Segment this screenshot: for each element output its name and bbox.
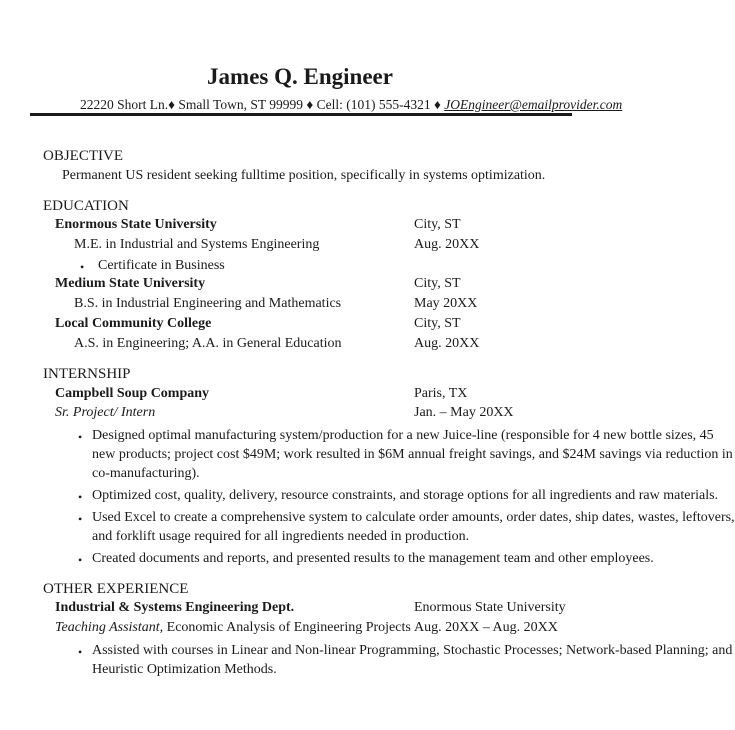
- other-experience-heading: OTHER EXPERIENCE: [43, 581, 189, 597]
- school-date: Aug. 20XX: [414, 237, 480, 252]
- job-role: Teaching Assistant,: [55, 620, 164, 635]
- contact-address: 22220 Short Ln.♦ Small Town, ST 99999 ♦ Cell: (101) 555-4321 ♦: [80, 97, 441, 112]
- bullet-line: Created documents and reports, and presented results to the management team and other employees.: [92, 551, 654, 566]
- school-name: Local Community College: [55, 316, 212, 331]
- company-name: Campbell Soup Company: [55, 386, 210, 401]
- job-date: Jan. – May 20XX: [414, 405, 514, 420]
- objective-heading: OBJECTIVE: [43, 148, 123, 164]
- school-location: City, ST: [414, 217, 461, 232]
- school-degree: M.E. in Industrial and Systems Engineering: [74, 237, 320, 252]
- job-description: Economic Analysis of Engineering Projects: [163, 620, 411, 635]
- email-link[interactable]: JOEngineer@emailprovider.com: [444, 97, 623, 112]
- school-name: Medium State University: [55, 276, 206, 291]
- job-title: Sr. Project/ Intern: [55, 405, 156, 420]
- company-location: Paris, TX: [414, 386, 468, 401]
- internship-heading: INTERNSHIP: [43, 366, 131, 382]
- department-name: Industrial & Systems Engineering Dept.: [55, 600, 295, 615]
- contact-line: [80, 97, 622, 113]
- job-date: Aug. 20XX – Aug. 20XX: [414, 620, 558, 635]
- bullet-line: Optimized cost, quality, delivery, resource constraints, and storage options for all ingredients and raw materials.: [92, 488, 719, 503]
- bullet-line: co-manufacturing).: [92, 466, 200, 481]
- bullet-icon: •: [78, 553, 83, 567]
- bullet-line: Heuristic Optimization Methods.: [92, 662, 277, 677]
- bullet-icon: •: [78, 490, 83, 504]
- organization-name: Enormous State University: [414, 600, 566, 615]
- resume-name: James Q. Engineer: [207, 64, 393, 89]
- bullet-line: Used Excel to create a comprehensive system to calculate order amounts, order dates, ship dates, wastes, leftovers,: [92, 510, 735, 525]
- school-location: City, ST: [414, 316, 461, 331]
- bullet-icon: •: [78, 645, 83, 659]
- school-degree: B.S. in Industrial Engineering and Mathematics: [74, 296, 342, 311]
- bullet-line: new products; project cost $49M; work resulted in $6M annual freight savings, and $24M savings via reduction in: [92, 447, 733, 462]
- header-divider: [30, 113, 572, 116]
- school-degree: A.S. in Engineering; A.A. in General Education: [74, 336, 342, 351]
- bullet-line: Designed optimal manufacturing system/production for a new Juice-line (responsible for 4 new bottle sizes, 45: [92, 428, 714, 443]
- school-location: City, ST: [414, 276, 461, 291]
- school-date: May 20XX: [414, 296, 478, 311]
- school-date: Aug. 20XX: [414, 336, 480, 351]
- bullet-icon: •: [78, 512, 83, 526]
- bullet-line: Assisted with courses in Linear and Non-linear Programming, Stochastic Processes; Network-based Planning; and: [92, 643, 733, 658]
- school-certificate: Certificate in Business: [98, 258, 225, 273]
- job-title: [55, 620, 411, 636]
- objective-text: Permanent US resident seeking fulltime position, specifically in systems optimization.: [62, 168, 546, 183]
- bullet-line: and forklift usage required for all ingredients needed in production.: [92, 529, 470, 544]
- education-heading: EDUCATION: [43, 198, 129, 214]
- bullet-icon: •: [80, 260, 85, 274]
- bullet-icon: •: [78, 430, 83, 444]
- school-name: Enormous State University: [55, 217, 217, 232]
